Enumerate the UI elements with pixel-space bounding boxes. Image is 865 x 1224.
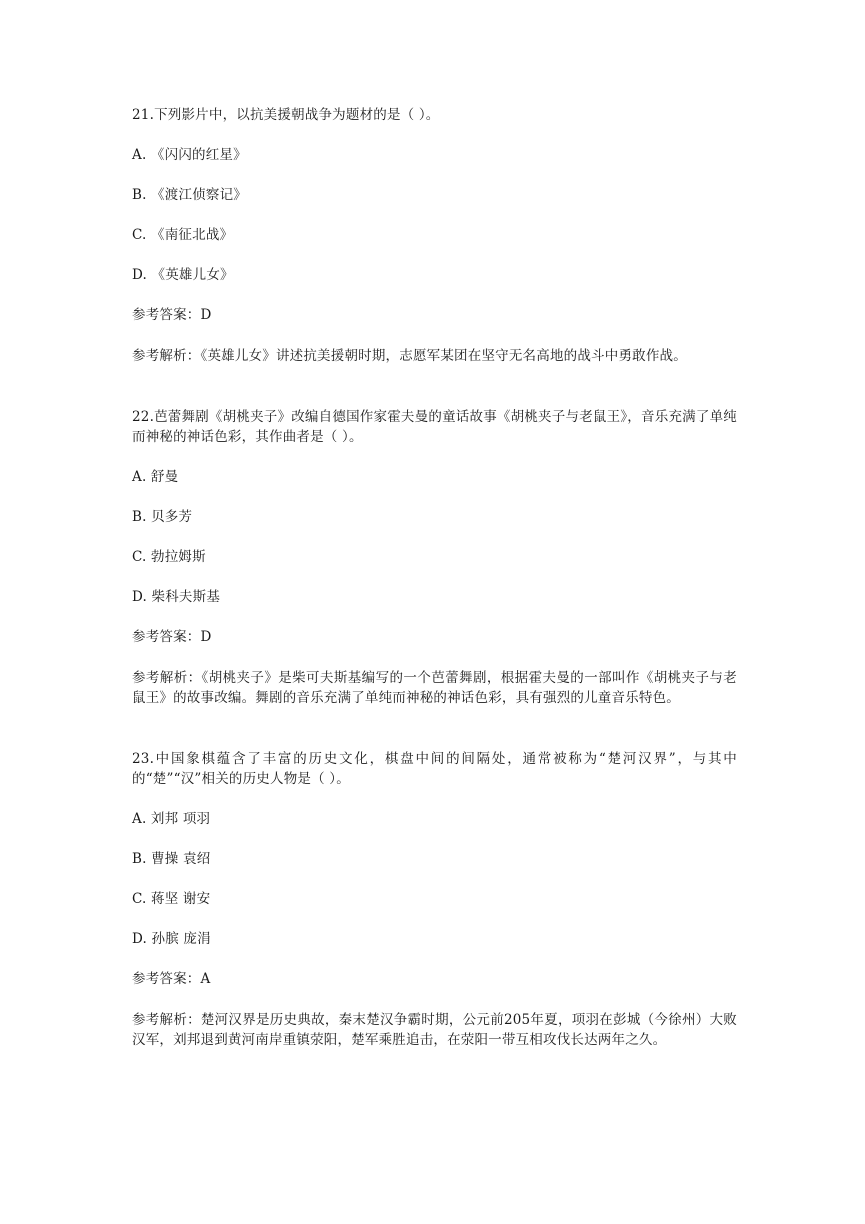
option-a: A. 刘邦 项羽 (132, 811, 211, 827)
option-c: C. 《南征北战》 (132, 227, 234, 243)
question-stem: 22.芭蕾舞剧《胡桃夹子》改编自德国作家霍夫曼的童话故事《胡桃夹子与老鼠王》，音乐充满了单纯而神秘的神话色彩，其作曲者是（ ）。 (132, 409, 737, 445)
reference-answer: 参考答案：A (132, 971, 211, 987)
reference-answer: 参考答案：D (132, 307, 212, 323)
reference-answer: 参考答案：D (132, 629, 212, 645)
question-stem: 23.中国象棋蕴含了丰富的历史文化，棋盘中间的间隔处，通常被称为“楚河汉界”，与其中的“楚”“汉”相关的历史人物是（ ）。 (132, 751, 737, 787)
option-c: C. 蒋坚 谢安 (132, 891, 211, 907)
option-b: B. 《渡江侦察记》 (132, 187, 248, 203)
reference-analysis: 参考解析：楚河汉界是历史典故，秦末楚汉争霸时期，公元前205年夏，项羽在彭城（今徐州）大败汉军，刘邦退到黄河南岸重镇荥阳，楚军乘胜追击，在荥阳一带互相攻伐长达两年之久。 (132, 1012, 737, 1048)
option-b: B. 贝多芳 (132, 509, 193, 525)
option-d: D. 孙膑 庞涓 (132, 931, 211, 947)
option-d: D. 柴科夫斯基 (132, 589, 221, 605)
option-a: A. 《闪闪的红星》 (132, 147, 247, 163)
option-d: D. 《英雄儿女》 (132, 267, 234, 283)
option-c: C. 勃拉姆斯 (132, 549, 206, 565)
reference-analysis: 参考解析：《英雄儿女》讲述抗美援朝时期，志愿军某团在坚守无名高地的战斗中勇敢作战。 (132, 348, 687, 364)
question-stem: 21.下列影片中，以抗美援朝战争为题材的是（ ）。 (132, 107, 440, 123)
option-b: B. 曹操 袁绍 (132, 851, 211, 867)
option-a: A. 舒曼 (132, 469, 179, 485)
reference-analysis: 参考解析：《胡桃夹子》是柴可夫斯基编写的一个芭蕾舞剧，根据霍夫曼的一部叫作《胡桃夹子与老鼠王》的故事改编。舞剧的音乐充满了单纯而神秘的神话色彩，具有强烈的儿童音乐特色。 (132, 670, 737, 706)
